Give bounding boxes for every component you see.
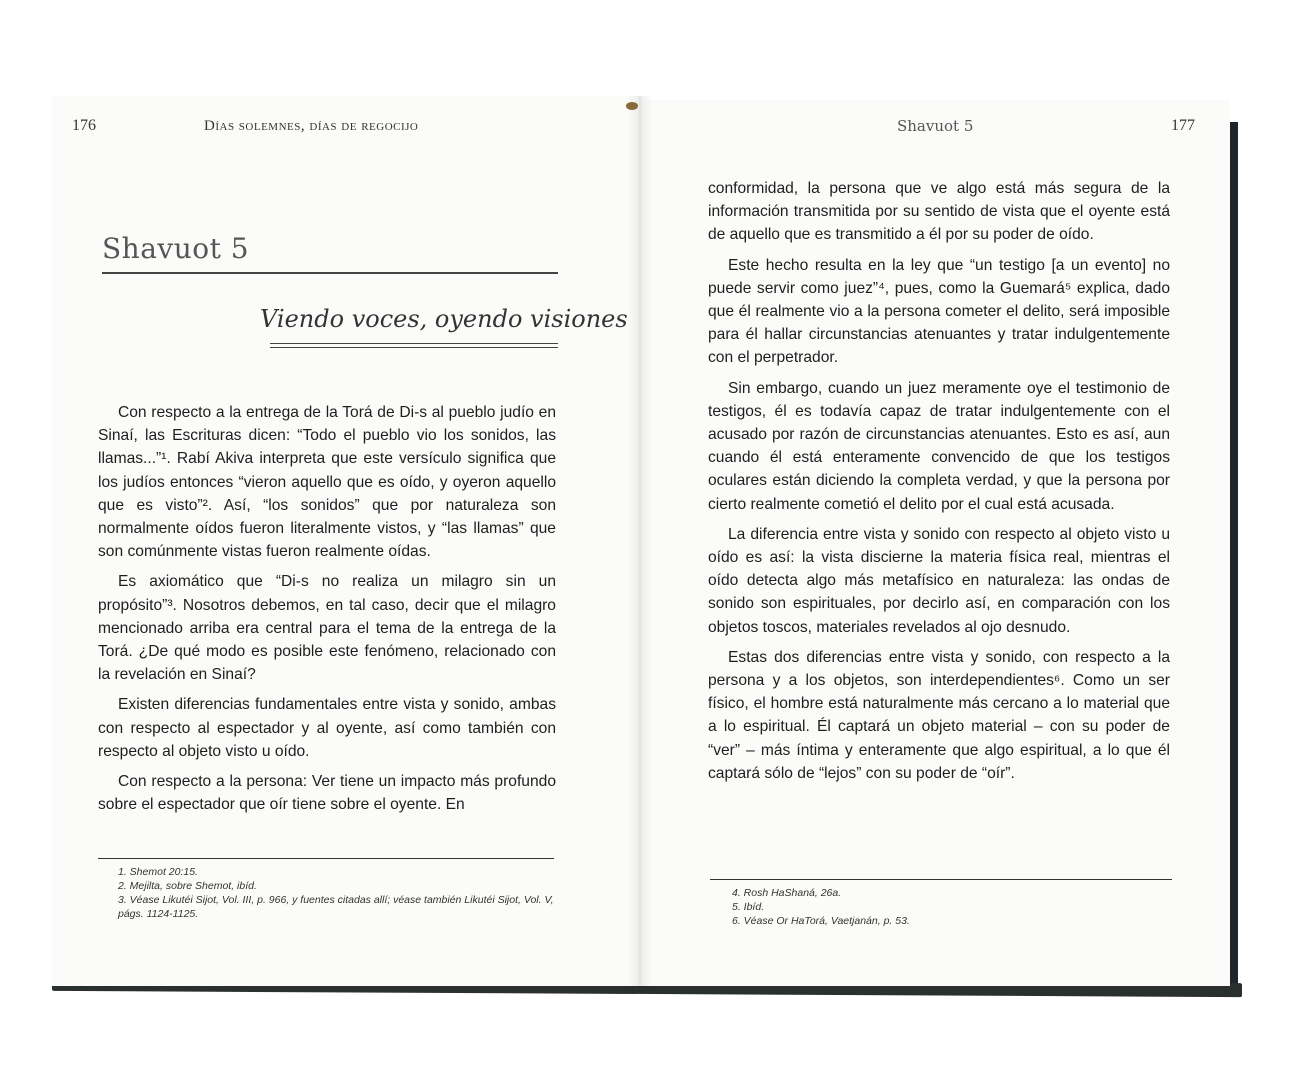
chapter-title: Shavuot 5 [102, 232, 250, 265]
right-paragraph-1: conformidad, la persona que ve algo está más segura de la información transmitida por su sentido de vista que el oyente está de aquello que es transmitido a él por su poder de oído. [708, 180, 1170, 244]
right-body-text [708, 177, 1170, 792]
left-footnotes [118, 865, 554, 921]
book-gutter [628, 96, 652, 988]
right-page-number: 177 [1171, 117, 1195, 134]
right-footnote-rule [710, 879, 1172, 880]
chapter-subtitle: Viendo voces, oyendo visiones [260, 305, 628, 333]
left-running-head: Días solemnes, días de regocijo [204, 118, 419, 134]
left-paragraph-1: Con respecto a la entrega de la Torá de Di-s al pueblo judío en Sinaí, las Escrituras dicen: “Todo el pueblo vio los sonidos, las llamas...”¹. Rabí Akiva interpreta que este versículo significa que los judíos entonces “vieron aquello que es oído, y oyeron aquello que es visto”². Así, “los sonidos” que por naturaleza son normalmente oídos fueron literalmente vistos, y “las llamas” que son comúnmente vistas fueron realmente oídas. [98, 404, 556, 561]
right-paragraph-4: La diferencia entre vista y sonido con respecto al objeto visto u oído es así: la vista discierne la materia física real, mientras el oído detecta algo más metafísico en naturaleza: las ondas de sonido son espirituales, por decirlo así, en comparación con los objetos toscos, materiales revelados al ojo desnudo. [708, 525, 1170, 636]
right-running-head: Shavuot 5 [897, 117, 974, 135]
left-paragraph-4: Con respecto a la persona: Ver tiene un impacto más profundo sobre el espectador que oír tiene sobre el oyente. En [98, 773, 556, 814]
chapter-title-rule [102, 272, 558, 274]
left-body-text [98, 401, 556, 823]
right-footnotes [732, 886, 1172, 928]
footnote-5: 5. Ibíd. [732, 901, 765, 913]
right-paragraph-3: Sin embargo, cuando un juez meramente oye el testimonio de testigos, él es todavía capaz de tratar indulgentemente con el acusado por razón de circunstancias atenuantes. Esto es así, aun cuando él está enteramente convencido de que los testigos oculares están diciendo la completa verdad, y que la persona por cierto realmente cometió el delito por el cual está acusada. [708, 379, 1170, 513]
right-paragraph-5: Estas dos diferencias entre vista y sonido, con respecto a la persona y a los objetos, son interdependientes⁶. Como un ser físico, el hombre está naturalmente más cercano a lo material que a lo espiritual. Él captará un objeto material – con su poder de “ver” – más íntima y enteramente que algo espiritual, a lo que él captará sólo de “lejos” con su poder de “oír”. [708, 648, 1170, 782]
bookmark-ribbon [626, 102, 638, 110]
footnote-3: 3. Véase Likutéi Sijot, Vol. III, p. 966, y fuentes citadas allí; véase también Likutéi Sijot, Vol. V, págs. 1124-1125. [118, 894, 554, 920]
footnote-1: 1. Shemot 20:15. [118, 866, 198, 878]
left-paragraph-2: Es axiomático que “Di-s no realiza un milagro sin un propósito”³. Nosotros debemos, en tal caso, decir que el milagro mencionado arriba era central para el tema de la entrega de la Torá. ¿De qué modo es posible este fenómeno, relacionado con la revelación en Sinaí? [98, 573, 556, 684]
right-paragraph-2: Este hecho resulta en la ley que “un testigo [a un evento] no puede servir como juez”⁴, pues, como la Guemará⁵ explica, dado que él realmente vio a la persona cometer el delito, será imposible para él hallar circunstancias atenuantes y tratar indulgentemente con el perpetrador. [708, 256, 1170, 367]
footnote-4: 4. Rosh HaShaná, 26a. [732, 887, 842, 899]
left-footnote-rule [98, 858, 554, 859]
subtitle-rule-top [270, 343, 558, 344]
footnote-2: 2. Mejilta, sobre Shemot, ibíd. [118, 880, 257, 892]
left-page-number: 176 [72, 117, 96, 134]
subtitle-rule-bottom [270, 347, 558, 348]
left-paragraph-3: Existen diferencias fundamentales entre vista y sonido, ambas con respecto al espectador y al oyente, así como también con respecto al objeto visto u oído. [98, 696, 556, 760]
footnote-6: 6. Véase Or HaTorá, Vaetjanán, p. 53. [732, 915, 910, 927]
